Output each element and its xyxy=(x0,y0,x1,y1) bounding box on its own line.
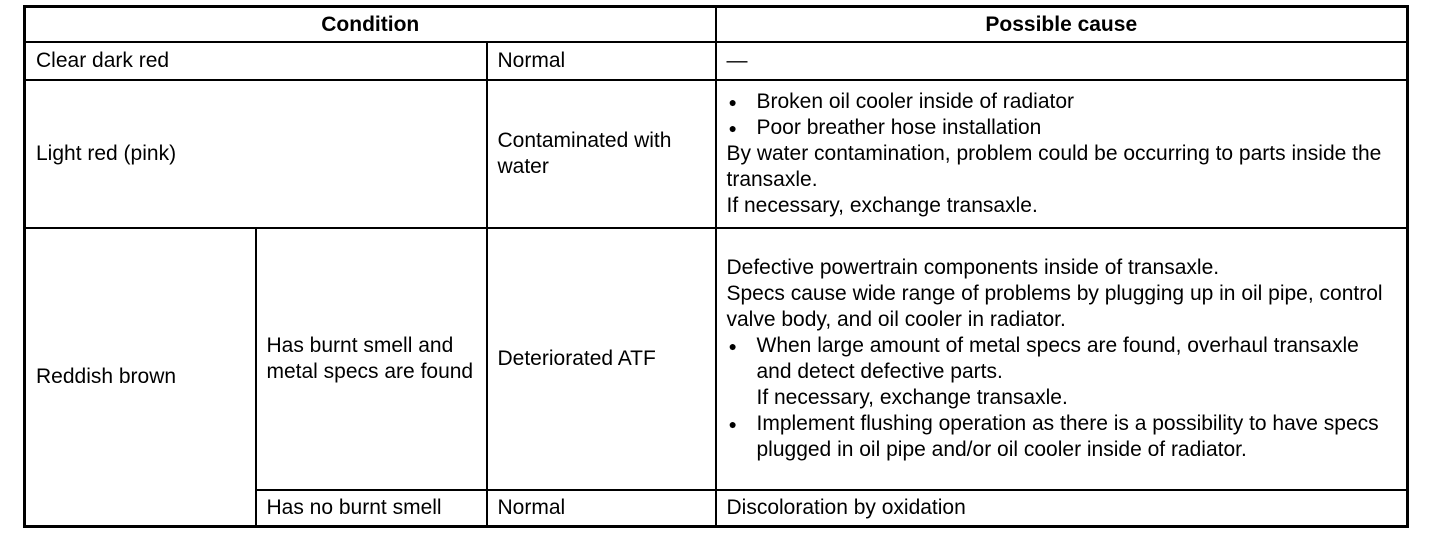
cause-bullet: ● Poor breather hose installation xyxy=(727,115,1397,141)
possible-cause xyxy=(716,80,1408,228)
table-row xyxy=(25,42,1408,80)
condition-state: Contaminated with water xyxy=(487,80,716,228)
condition-color: Light red (pink) xyxy=(25,80,487,228)
possible-cause: — xyxy=(716,42,1408,80)
cause-text: Specs cause wide range of problems by plugging up in oil pipe, control valve body, and oil cooler in radiator. xyxy=(726,282,1383,331)
table-row xyxy=(25,80,1408,228)
table-row xyxy=(25,228,1408,490)
header-possible-cause: Possible cause xyxy=(716,7,1408,43)
cause-bullet: ● When large amount of metal specs are found, overhaul transaxle and detect defective parts. xyxy=(727,333,1397,385)
atf-condition-table xyxy=(23,5,1409,528)
table-header-row xyxy=(25,7,1408,43)
condition-smell: Has no burnt smell xyxy=(256,490,487,527)
condition-color: Reddish brown xyxy=(25,228,256,527)
possible-cause xyxy=(716,228,1408,490)
condition-smell: Has burnt smell and metal specs are found xyxy=(256,228,487,490)
condition-state: Normal xyxy=(487,490,716,527)
condition-state: Deteriorated ATF xyxy=(487,228,716,490)
cause-bullet: ● Implement flushing operation as there is a possibility to have specs plugged in oil pipe and/or oil cooler inside of radiator. xyxy=(727,411,1397,463)
cause-text: By water contamination, problem could be occurring to parts inside the transaxle. xyxy=(726,142,1382,191)
condition-state: Normal xyxy=(487,42,716,80)
possible-cause: Discoloration by oxidation xyxy=(716,490,1408,527)
condition-color: Clear dark red xyxy=(25,42,487,80)
header-condition: Condition xyxy=(25,7,716,43)
cause-bullet: ● Broken oil cooler inside of radiator xyxy=(727,89,1397,115)
cause-note: If necessary, exchange transaxle. xyxy=(756,386,1068,409)
cause-text: If necessary, exchange transaxle. xyxy=(726,194,1038,217)
cause-text: Defective powertrain components inside of transaxle. xyxy=(726,256,1220,279)
